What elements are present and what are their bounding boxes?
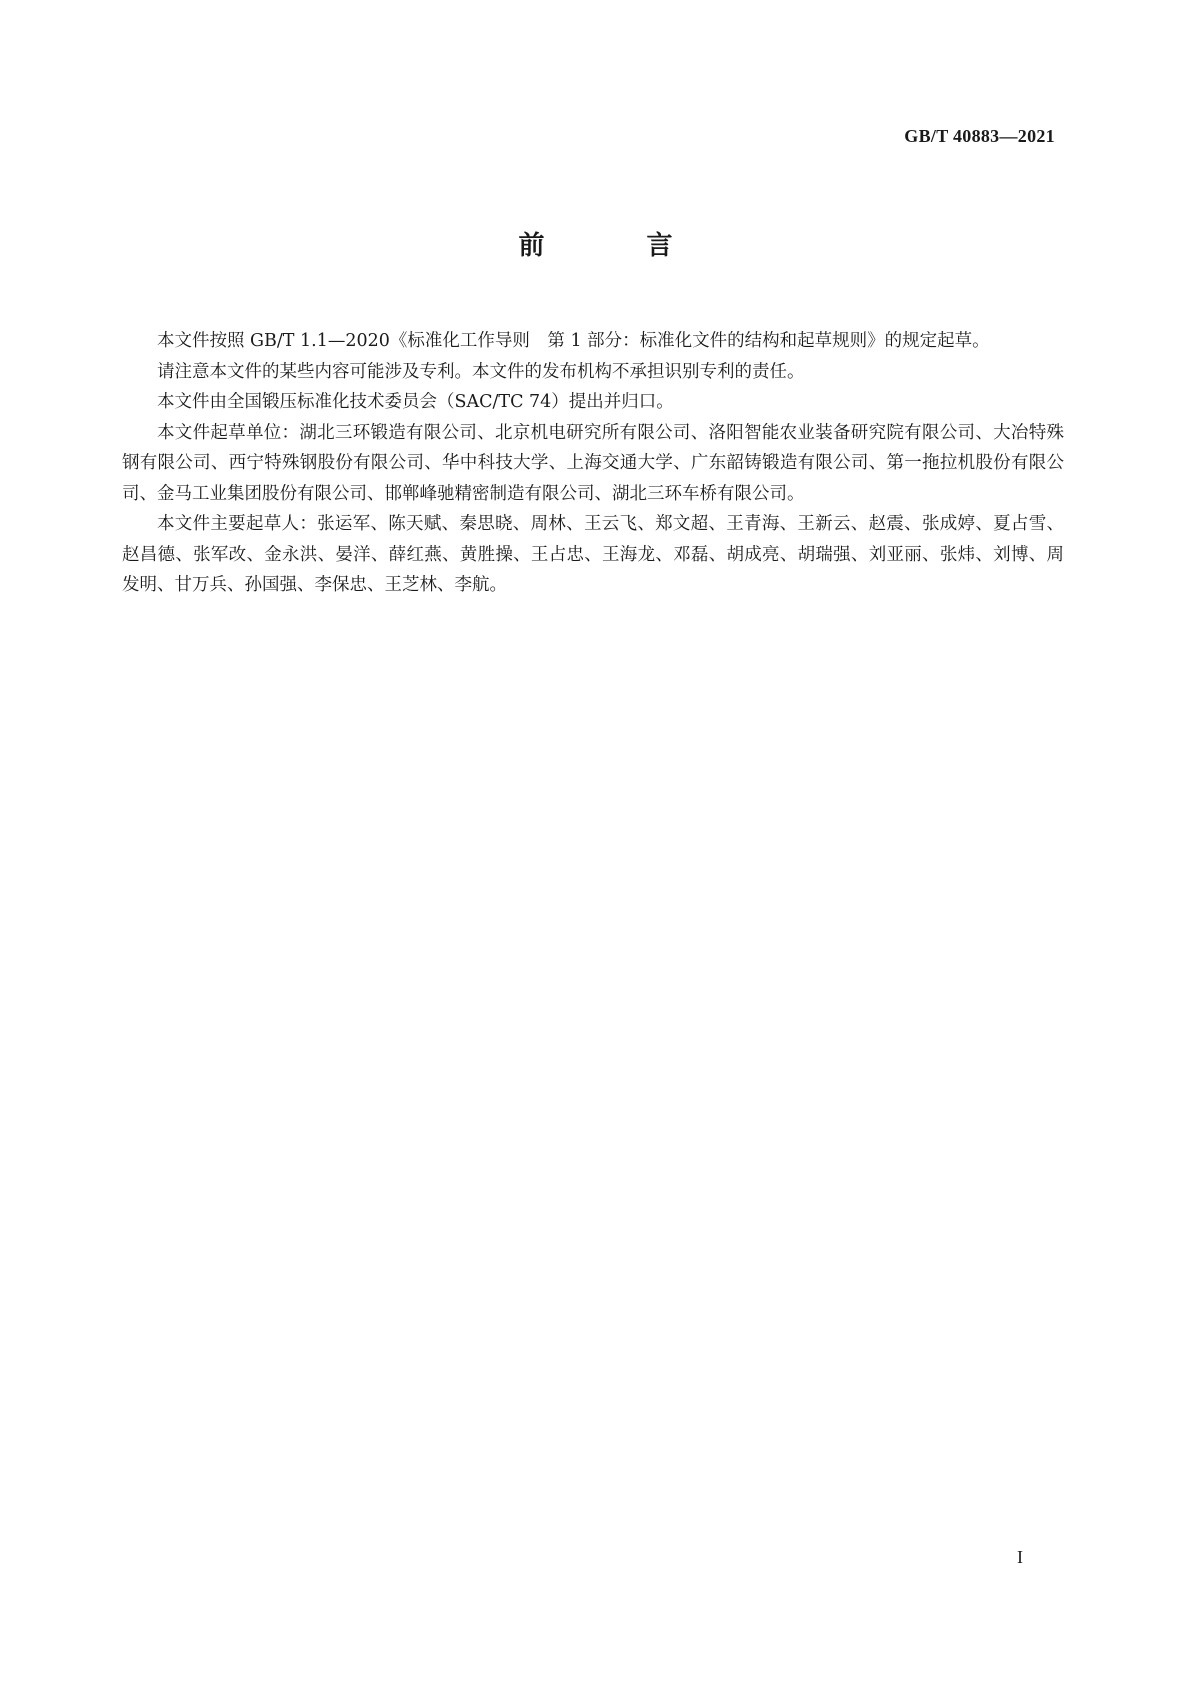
- paragraph-drafting-units: 本文件起草单位：湖北三环锻造有限公司、北京机电研究所有限公司、洛阳智能农业装备研究院有限公司、大冶特殊钢有限公司、西宁特殊钢股份有限公司、华中科技大学、上海交通大学、广东韶铸锻造有限公司、第一拖拉机股份有限公司、金马工业集团股份有限公司、邯郸峰驰精密制造有限公司、湖北三环车桥有限公司。: [122, 422, 1064, 504]
- paragraph-patent-notice: 请注意本文件的某些内容可能涉及专利。本文件的发布机构不承担识别专利的责任。: [157, 361, 805, 382]
- paragraph-drafters: 本文件主要起草人：张运军、陈天赋、秦思晓、周林、王云飞、郑文超、王青海、王新云、赵震、张成婷、夏占雪、赵昌德、张军改、金永洪、晏洋、薛红燕、黄胜操、王占忠、王海龙、邓磊、胡成亮、胡瑞强、刘亚丽、张炜、刘博、周发明、甘万兵、孙国强、李保忠、王芝林、李航。: [122, 514, 1064, 595]
- page-title: 前 言: [518, 231, 711, 261]
- standard-number: GB/T 40883—2021: [904, 126, 1055, 146]
- foreword-body: [122, 326, 1064, 601]
- paragraph-proposer: 本文件由全国锻压标准化技术委员会（SAC/TC 74）提出并归口。: [157, 392, 674, 412]
- paragraph-drafting-rules: 本文件按照 GB/T 1.1—2020《标准化工作导则 第 1 部分：标准化文件的结构和起草规则》的规定起草。: [157, 331, 990, 351]
- page-number: I: [1017, 1547, 1023, 1567]
